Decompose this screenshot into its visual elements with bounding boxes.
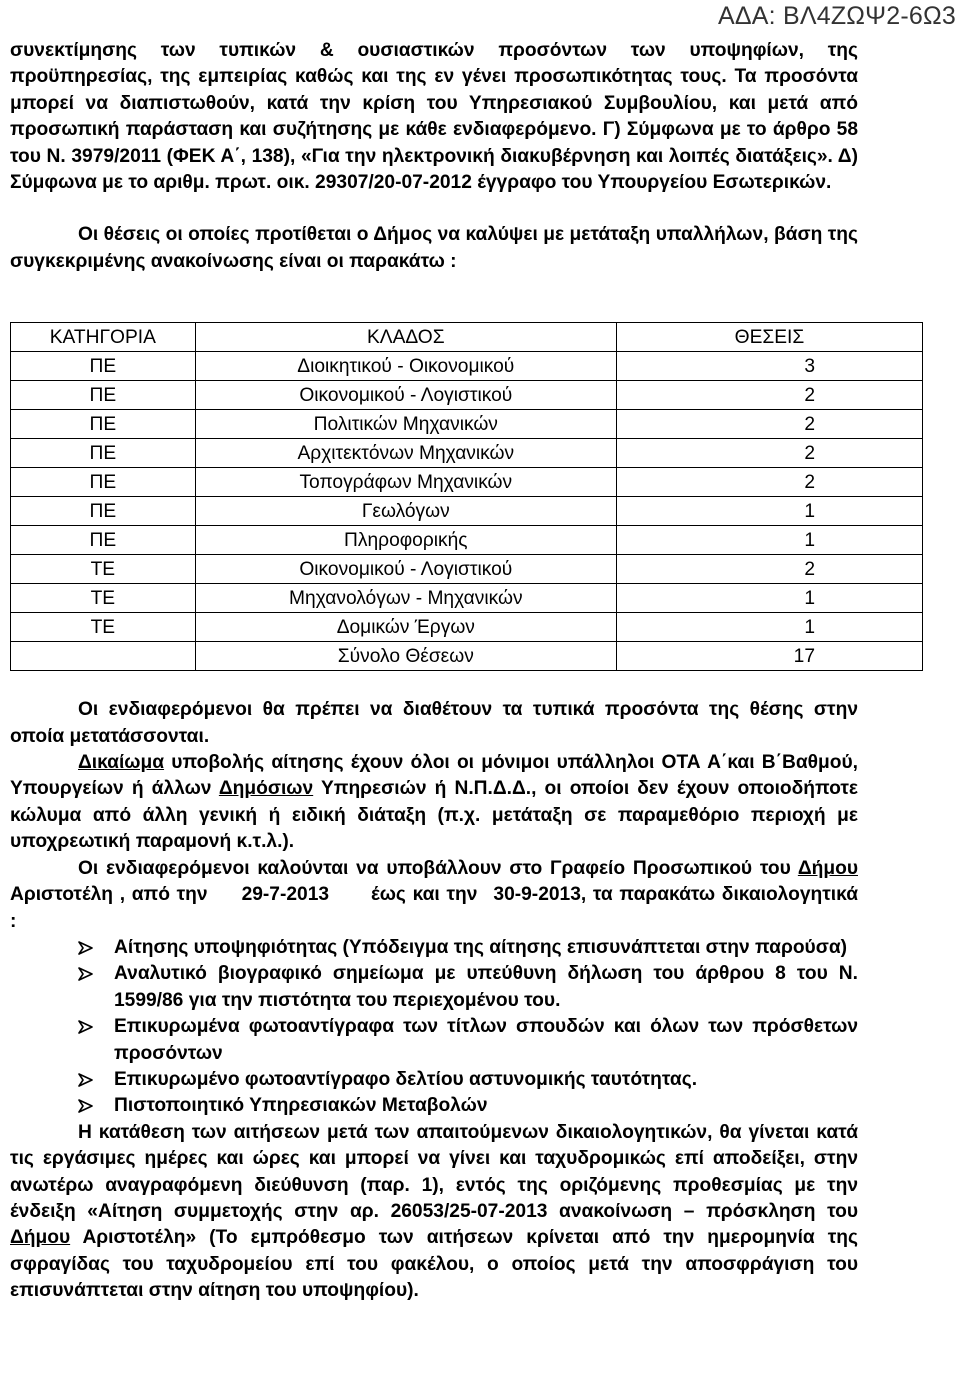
table-row bbox=[11, 439, 923, 468]
table-row bbox=[11, 497, 923, 526]
positions-cell: 2 bbox=[616, 439, 922, 468]
documents-list bbox=[10, 935, 858, 1120]
deposit-p1: Η κατάθεση των αιτήσεων μετά των απαιτούμενων δικαιολογητικών, θα γίνεται κατά τις εργάσιμες ημέρες και ώρες και μπορεί να γίνει και ταχυδρομικώς επί αποδείξει, στην ανωτέρω αναγραφόμενη διεύθυνση (παρ. 1), εντός της οριζόμενης προθεσμίας με την ένδειξη «Αίτηση συμμετοχής στην αρ. 26053/25-07-2013 ανακοίνωση – πρόσκληση του bbox=[10, 1121, 858, 1222]
positions-cell: 2 bbox=[616, 410, 922, 439]
document-page bbox=[10, 38, 858, 1305]
list-item bbox=[10, 1093, 858, 1119]
eligibility-underlined: Δημόσιων bbox=[218, 778, 314, 800]
table-row bbox=[11, 584, 923, 613]
category-cell: ΠΕ bbox=[11, 526, 196, 555]
ada-code: ΑΔΑ: ΒΛ4ΖΩΨ2-6Ω3 bbox=[718, 2, 956, 30]
positions-cell: 3 bbox=[616, 352, 922, 381]
header-branch: ΚΛΑΔΟΣ bbox=[195, 323, 616, 352]
table-row bbox=[11, 410, 923, 439]
submission-p1: Οι ενδιαφερόμενοι καλούνται να υποβάλλουν στο Γραφείο Προσωπικού του bbox=[78, 857, 798, 879]
submission-date-from: 29-7-2013 bbox=[241, 884, 330, 906]
table-row bbox=[11, 526, 923, 555]
category-cell: ΤΕ bbox=[11, 555, 196, 584]
submission-municipality: Δήμου bbox=[797, 857, 858, 879]
positions-cell: 1 bbox=[616, 497, 922, 526]
eligibility-paragraph bbox=[10, 750, 858, 856]
category-cell: ΠΕ bbox=[11, 497, 196, 526]
table-row bbox=[11, 352, 923, 381]
branch-cell: Οικονομικού - Λογιστικού bbox=[195, 555, 616, 584]
list-item bbox=[10, 961, 858, 1014]
list-item bbox=[10, 1014, 858, 1067]
list-item bbox=[10, 1067, 858, 1093]
submission-p3: έως και την bbox=[371, 884, 478, 906]
positions-cell: 1 bbox=[616, 584, 922, 613]
submission-date-to: 30-9-2013 bbox=[493, 884, 581, 906]
document-text: Αίτησης υποψηφιότητας (Υπόδειγμα της αίτησης επισυνάπτεται στην παρούσα) bbox=[114, 936, 848, 958]
branch-cell: Τοπογράφων Μηχανικών bbox=[195, 468, 616, 497]
qualifications-paragraph: Οι ενδιαφερόμενοι θα πρέπει να διαθέτουν τα τυπικά προσόντα της θέσης στην οποία μετατάσσονται. bbox=[10, 699, 858, 747]
positions-cell: 2 bbox=[616, 468, 922, 497]
positions-intro: Οι θέσεις οι οποίες προτίθεται ο Δήμος να καλύψει με μετάταξη υπαλλήλων, βάση της συγκεκριμένης ανακοίνωσης είναι οι παρακάτω : bbox=[10, 224, 858, 272]
eligibility-lead: Δικαίωμα bbox=[78, 752, 165, 774]
category-cell: ΠΕ bbox=[11, 352, 196, 381]
positions-cell: 2 bbox=[616, 381, 922, 410]
table-row bbox=[11, 468, 923, 497]
total-value: 17 bbox=[616, 642, 922, 671]
submission-paragraph bbox=[10, 856, 858, 935]
eligibility-text: υποβολής αίτησης έχουν όλοι οι μόνιμοι υπάλληλοι ΟΤΑ Α΄και Β΄Βαθμού, Υπουργείων ή άλλων bbox=[10, 752, 858, 800]
eligibility-rest: Υπηρεσιών ή Ν.Π.Δ.Δ., οι οποίοι δεν έχουν οποιοδήποτε κώλυμα από άλλη γενική ή ειδική διάταξη (π.χ. μετάταξη σε παραμεθόριο περιοχή με υποχρεωτική παραμονή κ.τ.λ.). bbox=[10, 778, 858, 853]
branch-cell: Διοικητικού - Οικονομικού bbox=[195, 352, 616, 381]
list-item bbox=[10, 935, 858, 961]
category-cell: ΤΕ bbox=[11, 584, 196, 613]
branch-cell: Γεωλόγων bbox=[195, 497, 616, 526]
positions-table bbox=[10, 322, 923, 671]
branch-cell: Αρχιτεκτόνων Μηχανικών bbox=[195, 439, 616, 468]
document-text: Πιστοποιητικό Υπηρεσιακών Μεταβολών bbox=[114, 1095, 488, 1117]
branch-cell: Οικονομικού - Λογιστικού bbox=[195, 381, 616, 410]
table-header-row bbox=[11, 323, 923, 352]
table-row bbox=[11, 613, 923, 642]
category-cell: ΤΕ bbox=[11, 613, 196, 642]
header-positions: ΘΕΣΕΙΣ bbox=[616, 323, 922, 352]
table-row bbox=[11, 381, 923, 410]
arrow-bullet-icon bbox=[78, 1093, 94, 1113]
total-empty-cell bbox=[11, 642, 196, 671]
category-cell: ΠΕ bbox=[11, 468, 196, 497]
deposit-p2: Αριστοτέλη» (Το εμπρόθεσμο των αιτήσεων κρίνεται από την ημερομηνία της σφραγίδας του ταχυδρομείου επί του φακέλου, ο οποίος μετά την αποσφράγιση του επισυνάπτεται στην αίτηση του υποψηφίου). bbox=[10, 1227, 858, 1302]
intro-paragraph: συνεκτίμησης των τυπικών & ουσιαστικών προσόντων των υποψηφίων, της προϋπηρεσίας, της εμπειρίας καθώς και της εν γένει προσωπικότητας τους. Τα προσόντα μπορεί να διαπιστωθούν, κατά την κρίση του Υπηρεσιακού Συμβουλίου, και μετά από προσωπική παράσταση και συζήτησης με κάθε ενδιαφερόμενο. Γ) Σύμφωνα με το άρθρο 58 του Ν. 3979/2011 (ΦΕΚ Α΄, 138), «Για την ηλεκτρονική διακυβέρνηση και λοιπές διατάξεις». Δ) Σύμφωνα με το αριθμ. πρωτ. οικ. 29307/20-07-2012 έγγραφο του Υπουργείου Εσωτερικών. bbox=[10, 40, 858, 194]
branch-cell: Μηχανολόγων - Μηχανικών bbox=[195, 584, 616, 613]
table-body bbox=[11, 352, 923, 671]
submission-p4: , τα παρακάτω δικαιολογητικά : bbox=[10, 884, 858, 932]
document-text: Αναλυτικό βιογραφικό σημείωμα με υπεύθυνη δήλωση του άρθρου 8 του Ν. 1599/86 για την πιστότητα του περιεχομένου του. bbox=[114, 963, 858, 1011]
document-text: Επικυρωμένο φωτοαντίγραφο δελτίου αστυνομικής ταυτότητας. bbox=[114, 1068, 698, 1090]
positions-cell: 1 bbox=[616, 613, 922, 642]
arrow-bullet-icon bbox=[78, 961, 94, 981]
arrow-bullet-icon bbox=[78, 1014, 94, 1034]
positions-cell: 2 bbox=[616, 555, 922, 584]
category-cell: ΠΕ bbox=[11, 439, 196, 468]
arrow-bullet-icon bbox=[78, 935, 94, 955]
table-row bbox=[11, 555, 923, 584]
header-category: ΚΑΤΗΓΟΡΙΑ bbox=[11, 323, 196, 352]
branch-cell: Πληροφορικής bbox=[195, 526, 616, 555]
deposit-paragraph bbox=[10, 1120, 858, 1305]
category-cell: ΠΕ bbox=[11, 381, 196, 410]
branch-cell: Πολιτικών Μηχανικών bbox=[195, 410, 616, 439]
branch-cell: Δομικών Έργων bbox=[195, 613, 616, 642]
total-label: Σύνολο Θέσεων bbox=[195, 642, 616, 671]
category-cell: ΠΕ bbox=[11, 410, 196, 439]
submission-p2: Αριστοτέλη , από την bbox=[10, 884, 208, 906]
table-total-row bbox=[11, 642, 923, 671]
arrow-bullet-icon bbox=[78, 1067, 94, 1087]
positions-cell: 1 bbox=[616, 526, 922, 555]
document-text: Επικυρωμένα φωτοαντίγραφα των τίτλων σπουδών και όλων των πρόσθετων προσόντων bbox=[114, 1016, 858, 1064]
deposit-municipality: Δήμου bbox=[10, 1227, 71, 1249]
